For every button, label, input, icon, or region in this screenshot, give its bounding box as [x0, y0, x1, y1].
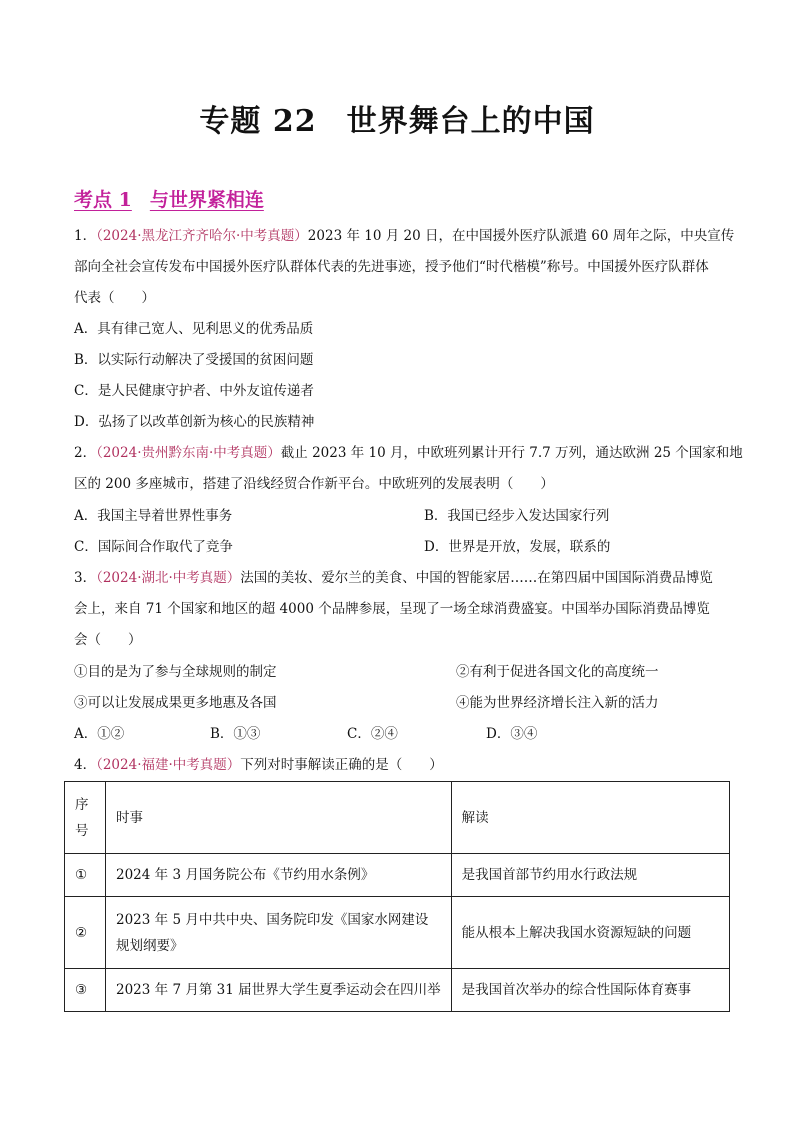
q3-statement-4: ④能为世界经济增长注入新的活力 [456, 695, 659, 711]
q3-statement-2: ②有利于促进各国文化的高度统一 [456, 664, 659, 680]
table-row [65, 897, 730, 969]
row-interpretation: 能从根本上解决我国水资源短缺的问题 [451, 897, 729, 969]
q3-stem-line1 [74, 568, 724, 588]
q2-stem-line2: 区的 200 多座城市，搭建了沿线经贸合作新平台。中欧班列的发展表明（ ） [74, 476, 554, 492]
q2-options-row2 [74, 537, 724, 557]
q2-option-b: B．我国已经步入发达国家行列 [424, 508, 610, 524]
q4-stem-line1 [74, 755, 724, 775]
table-row [65, 854, 730, 897]
q2-source: （2024·贵州黔东南·中考真题） [96, 445, 281, 461]
title-text: 世界舞台上的中国 [346, 104, 595, 139]
row-index: ① [65, 854, 106, 897]
table-row [65, 969, 730, 1012]
row-interpretation: 是我国首次举办的综合性国际体育赛事 [451, 969, 729, 1012]
q3-statements-row1 [74, 662, 724, 682]
title-number: 专题 22 [199, 104, 317, 139]
row-index: ③ [65, 969, 106, 1012]
row-index: ② [65, 897, 106, 969]
q3-stem-text: 法国的美妆、爱尔兰的美食、中国的智能家居……在第四届中国国际消费品博览 [240, 570, 713, 586]
q1-stem-line1 [74, 226, 735, 246]
q3-option-d: D．③④ [486, 726, 538, 742]
q1-option-d: D．弘扬了以改革创新为核心的民族精神 [74, 414, 315, 430]
q2-stem-text: 截止 2023 年 10 月，中欧班列累计开行 7.7 万列，通达欧洲 25 个国家和地 [280, 445, 743, 461]
table-header-row [65, 782, 730, 854]
q3-stem-line3: 会（ ） [74, 632, 142, 648]
q2-option-d: D．世界是开放，发展，联系的 [424, 539, 611, 555]
q2-number: 2． [74, 445, 97, 461]
q3-option-b: B．①③ [210, 726, 261, 742]
q3-stem-line2: 会上，来自 71 个国家和地区的超 4000 个品牌参展，呈现了一场全球消费盛宴。中国举办国际消费品博览 [74, 601, 710, 617]
header-index: 序号 [65, 782, 106, 854]
q2-option-a: A．我国主导着世界性事务 [74, 508, 233, 524]
q1-stem-line2: 部向全社会宣传发布中国援外医疗队群体代表的先进事迹，授予他们“时代楷模”称号。中国援外医疗队群体 [74, 259, 709, 275]
q3-option-a: A．①② [74, 726, 125, 742]
q4-stem-text: 下列对时事解读正确的是（ ） [240, 757, 443, 773]
q4-table [64, 781, 730, 1012]
q1-option-c: C．是人民健康守护者、中外友谊传递者 [74, 383, 314, 399]
q3-source: （2024·湖北·中考真题） [96, 570, 241, 586]
q4-number: 4． [74, 757, 97, 773]
q2-stem-line1 [74, 443, 743, 463]
page-title [0, 96, 794, 140]
q3-option-c: C．②④ [347, 726, 398, 742]
row-event: 2023 年 7 月第 31 届世界大学生夏季运动会在四川举 [106, 969, 452, 1012]
header-interpretation: 解读 [451, 782, 729, 854]
header-event: 时事 [106, 782, 452, 854]
q2-option-c: C．国际间合作取代了竞争 [74, 539, 233, 555]
section-text: 与世界紧相连 [149, 189, 264, 211]
section-heading [74, 185, 264, 212]
q1-source: （2024·黑龙江齐齐哈尔·中考真题） [96, 228, 308, 244]
row-event: 2024 年 3 月国务院公布《节约用水条例》 [106, 854, 452, 897]
q4-source: （2024·福建·中考真题） [96, 757, 241, 773]
q2-options-row1 [74, 506, 724, 526]
q1-stem-line3: 代表（ ） [74, 290, 155, 306]
q3-statement-3: ③可以让发展成果更多地惠及各国 [74, 695, 277, 711]
q3-number: 3． [74, 570, 97, 586]
q1-option-a: A．具有律己宽人、见利思义的优秀品质 [74, 321, 314, 337]
row-interpretation: 是我国首部节约用水行政法规 [451, 854, 729, 897]
q3-statement-1: ①目的是为了参与全球规则的制定 [74, 664, 277, 680]
q1-option-b: B．以实际行动解决了受援国的贫困问题 [74, 352, 314, 368]
section-number: 考点 1 [74, 189, 132, 211]
q1-stem-text: 2023 年 10 月 20 日，在中国援外医疗队派遣 60 周年之际，中央宣传 [307, 228, 735, 244]
q3-statements-row2 [74, 693, 724, 713]
row-event: 2023 年 5 月中共中央、国务院印发《国家水网建设规划纲要》 [106, 897, 452, 969]
q3-options [74, 724, 724, 744]
q1-number: 1． [74, 228, 97, 244]
